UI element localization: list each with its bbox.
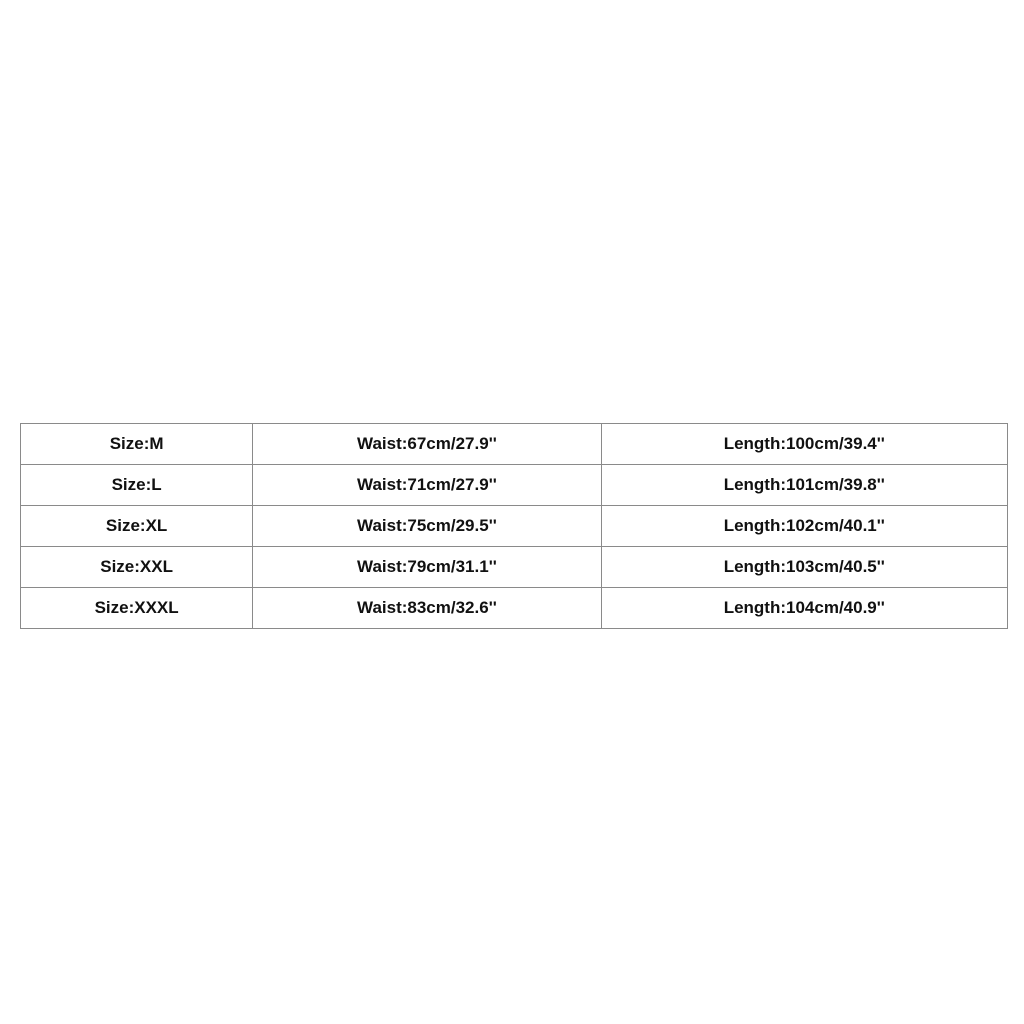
table-row xyxy=(21,465,1008,506)
waist-cell: Waist:75cm/29.5'' xyxy=(253,506,601,547)
size-cell: Size:L xyxy=(21,465,253,506)
table-row xyxy=(21,588,1008,629)
waist-cell: Waist:79cm/31.1'' xyxy=(253,547,601,588)
length-cell: Length:103cm/40.5'' xyxy=(601,547,1007,588)
length-cell: Length:102cm/40.1'' xyxy=(601,506,1007,547)
table-row xyxy=(21,506,1008,547)
length-cell: Length:101cm/39.8'' xyxy=(601,465,1007,506)
size-cell: Size:XL xyxy=(21,506,253,547)
size-chart-table xyxy=(20,423,1008,629)
size-cell: Size:M xyxy=(21,424,253,465)
size-cell: Size:XXXL xyxy=(21,588,253,629)
length-cell: Length:104cm/40.9'' xyxy=(601,588,1007,629)
size-cell: Size:XXL xyxy=(21,547,253,588)
waist-cell: Waist:83cm/32.6'' xyxy=(253,588,601,629)
length-cell: Length:100cm/39.4'' xyxy=(601,424,1007,465)
table-row xyxy=(21,547,1008,588)
waist-cell: Waist:71cm/27.9'' xyxy=(253,465,601,506)
waist-cell: Waist:67cm/27.9'' xyxy=(253,424,601,465)
table-row xyxy=(21,424,1008,465)
